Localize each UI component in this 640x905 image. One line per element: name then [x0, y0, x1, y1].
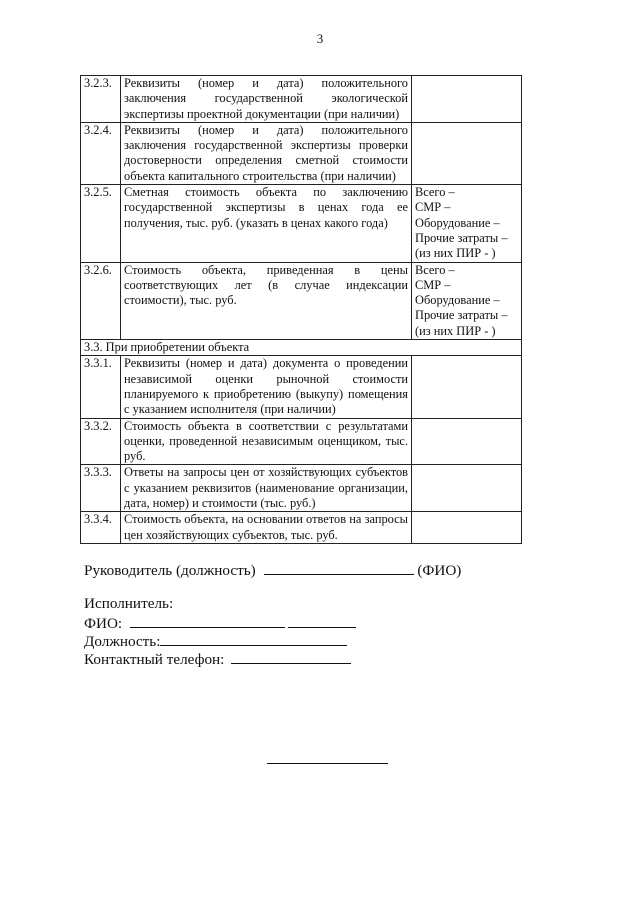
executor-label: Исполнитель:: [84, 595, 174, 612]
cost-breakdown-line: (из них ПИР - ): [415, 246, 496, 261]
row-description: Ответы на запросы цен от хозяйствующих субъектов с указанием реквизитов (наименование организации, дата, номер) и стоимости (тыс. руб.): [121, 465, 412, 512]
phone-blank[interactable]: [231, 649, 351, 664]
table-row: [81, 356, 522, 418]
row-value-cell[interactable]: [412, 122, 522, 184]
table-row: [81, 262, 522, 339]
cost-breakdown-line: Всего –: [415, 262, 455, 277]
row-number: 3.3.4.: [81, 512, 121, 544]
section-heading: 3.3. При приобретении объекта: [81, 340, 522, 356]
executor-phone-line: [84, 649, 351, 669]
position-blank[interactable]: [160, 631, 347, 646]
cost-breakdown-line: Оборудование –: [415, 293, 500, 308]
table-row: [81, 465, 522, 512]
cost-breakdown-line: Прочие затраты –: [415, 308, 508, 323]
table-row: [81, 122, 522, 184]
row-value-cell[interactable]: [412, 185, 522, 262]
row-number: 3.3.1.: [81, 356, 121, 418]
row-number: 3.2.5.: [81, 185, 121, 262]
head-signature-line: [84, 560, 461, 580]
row-number: 3.2.3.: [81, 76, 121, 123]
fio-blank-extra[interactable]: [288, 613, 356, 628]
row-description: Реквизиты (номер и дата) документа о проведении независимой оценки рыночной стоимости планируемого к приобретению (выкупу) помещения с указанием исполнителя (при наличии): [121, 356, 412, 418]
row-value-cell[interactable]: [412, 418, 522, 465]
object-cost-table: [80, 75, 522, 544]
row-description: Стоимость объекта, на основании ответов на запросы цен хозяйствующих субъектов, тыс. руб.: [121, 512, 412, 544]
cost-breakdown-line: (из них ПИР - ): [415, 323, 496, 338]
position-label: Должность:: [84, 633, 161, 650]
row-number: 3.3.3.: [81, 465, 121, 512]
row-description: Реквизиты (номер и дата) положительного заключения государственной экологической экспертизы проектной документации (при наличии): [121, 76, 412, 123]
cost-breakdown-line: СМР –: [415, 200, 451, 215]
head-fio-label: (ФИО): [417, 562, 462, 579]
row-number: 3.3.2.: [81, 418, 121, 465]
phone-label: Контактный телефон:: [84, 651, 225, 668]
cost-breakdown-line: СМР –: [415, 277, 451, 292]
row-value-cell[interactable]: [412, 262, 522, 339]
table-row: [81, 76, 522, 123]
row-description: Стоимость объекта, приведенная в цены соответствующих лет (в случае индексации стоимости), тыс. руб.: [121, 262, 412, 339]
executor-fio-line: [84, 613, 356, 633]
cost-breakdown-line: Оборудование –: [415, 215, 500, 230]
table-row: [81, 512, 522, 544]
section-row: [81, 340, 522, 356]
row-number: 3.2.6.: [81, 262, 121, 339]
row-value-cell[interactable]: [412, 356, 522, 418]
table-row: [81, 185, 522, 262]
fio-blank[interactable]: [130, 613, 285, 628]
head-signature-blank[interactable]: [264, 560, 414, 575]
fio-label: ФИО:: [84, 615, 123, 632]
row-value-cell[interactable]: [412, 76, 522, 123]
table-row: [81, 418, 522, 465]
cost-breakdown-line: Прочие затраты –: [415, 230, 508, 245]
page-number: 3: [316, 31, 324, 46]
row-value-cell[interactable]: [412, 512, 522, 544]
cost-breakdown-line: Всего –: [415, 185, 455, 200]
bottom-divider-line: [267, 763, 388, 764]
row-value-cell[interactable]: [412, 465, 522, 512]
row-description: Сметная стоимость объекта по заключению государственной экспертизы в ценах года ее получения, тыс. руб. (указать в ценах какого года): [121, 185, 412, 262]
head-label: Руководитель (должность): [84, 562, 256, 579]
row-description: Реквизиты (номер и дата) положительного заключения государственной экспертизы проверки достоверности определения сметной стоимости объекта капитального строительства (при наличии): [121, 122, 412, 184]
row-number: 3.2.4.: [81, 122, 121, 184]
executor-position-line: [84, 631, 347, 651]
row-description: Стоимость объекта в соответствии с результатами оценки, проведенной независимым оценщиком, тыс. руб.: [121, 418, 412, 465]
